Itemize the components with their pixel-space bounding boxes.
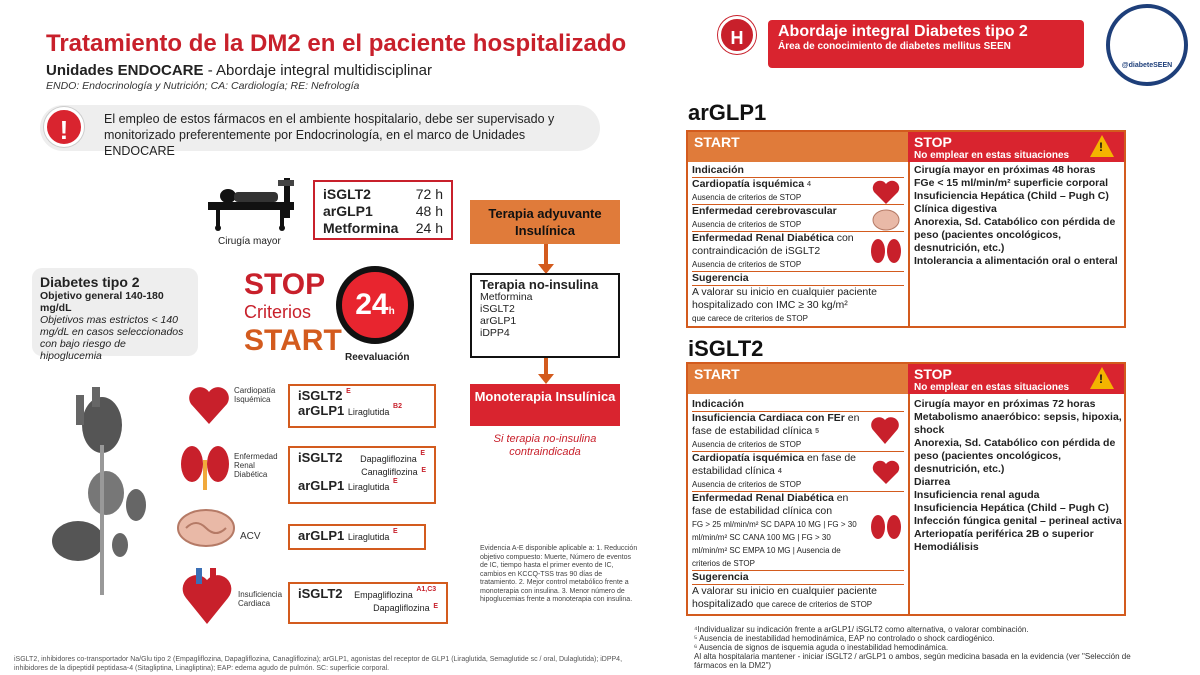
stop-item: Anorexia, Sd. Catabólico con pérdida de peso (pacientes oncológicos, desnutrición, etc.) [914,437,1116,475]
stop-heading: STOP [914,366,952,382]
heart-anatomy-icon [870,414,900,446]
organ-drug-sub: Liraglutida [347,482,390,492]
clock-unit: h [388,306,395,317]
stop-subheading: No emplear en estas situaciones [914,150,1070,161]
non-insulin-box [470,273,620,358]
organ-drug: iSGLT2 [298,586,343,601]
start-row-note: Ausencia de criterios de STOP [692,193,802,202]
start-row-title: Insuficiencia Cardiaca con FEr [692,412,845,424]
arglp1-stop-cell [914,164,1122,268]
arglp1-stop-header [908,132,1124,162]
start-row-title: Cardiopatía isquémica [692,452,805,464]
clock-24h-icon [336,266,414,344]
start-row-note: Ausencia de criterios de STOP [692,440,802,449]
stop-drug-table [313,180,453,240]
evidence-sup: E [393,478,398,485]
stop-drug: arGLP1 [323,203,373,219]
arglp1-start-header [688,132,908,162]
dm-objective: Objetivo general 140-180 mg/dL [40,290,164,314]
dm-title: Diabetes tipo 2 [40,274,140,290]
column-divider [908,394,910,614]
organ-drug-box [288,446,436,504]
start-row-note: Ausencia de criterios de STOP [692,220,802,229]
stop-item: Intolerancia a alimentación oral o enteral [914,255,1118,267]
footer-abbreviations: iSGLT2, inhibidores co-transportador Na/Glu tipo 2 (Empagliflozina, Dapagliflozina, Canagliflozina); arGLP1, agonistas del receptor de GLP1 (Liraglutida, Semaglutide sc / oral, Dulaglutida); iDPP4, inhibidores de la dipeptidil peptidasa-4 (Sitagliptina, Linagliptina); EAP: edema agudo de pulmón. SC: superficie corporal. [14,656,623,672]
heart-icon [872,460,900,486]
stop-item: Hemodiálisis [914,541,979,553]
stop-item: FGe < 15 ml/min/m² superficie corporal [914,177,1109,189]
stop-drug: Metformina [323,220,399,236]
hospital-pin-icon: H [718,16,756,54]
organ-drug: arGLP1 [298,528,345,543]
seen-logo: @diabeteSEEN [1106,4,1188,86]
stop-heading: STOP [914,134,952,150]
evidence-note: Evidencia A-E disponible aplicable a: 1. Reducción objetivo compuesto: Muerte, Número de eventos de IC, tiempo hasta el primer evento de IC, cambios en KCCQ-TSS tras 90 días de tratamiento. 2. Mejor control metabólico frente a monoterapia con insulina. 3. Menor número de hipoglucemias frente a monoterapia con insulina. [480,545,638,603]
stop-subheading: No emplear en estas situaciones [914,382,1070,393]
anatomy-figure-icon [40,385,160,600]
organ-drug-sub: Canagliflozina [361,467,418,477]
indicacion-label: Indicación [692,164,744,176]
adjuvant-insulin-box: Terapia adyuvante Insulínica [470,200,620,244]
stop-item: Infección fúngica genital – perineal activa [914,515,1122,527]
organ-drug-sub: Empagliflozina [354,590,413,600]
kidneys-icon [178,440,232,492]
header-banner [768,20,1084,68]
insulin-monotherapy-box: Monoterapia Insulínica [470,384,620,426]
reevaluation-label: Reevaluación [345,352,410,363]
stop-item: Anorexia, Sd. Catabólico con pérdida de peso (pacientes oncológicos, desnutrición, etc.) [914,216,1116,254]
start-row-rest: en fase de estabilidad clínica [692,412,860,437]
non-insulin-title: Terapia no-insulina [480,277,599,292]
evidence-sup: E [420,450,426,457]
stop-item: Diarrea [914,476,951,488]
isglt2-start-header [688,364,908,394]
organ-label-cardiopatia: Cardiopatía Isquémica [234,386,276,404]
organ-drug-sub: Liraglutida [347,407,390,417]
footnote: ⁴Individualizar su indicación frente a arGLP1/ iSGLT2 como alternativa, o valorar combinación. [694,625,1029,634]
sugerencia-note: que carece de criterios de STOP [692,314,808,323]
start-row-rest: con contraindicación de iSGLT2 [692,232,854,257]
footnote: Al alta hospitalaria mantener - iniciar iSGLT2 / arGLP1 o ambos, según medicina basada en la evidencia (ver "Selección de fármacos en la DM2") [694,652,1131,670]
sugerencia-label: Sugerencia [692,272,749,284]
sugerencia-text: A valorar su inicio en cualquier paciente hospitalizado [692,585,878,610]
stop-time: 24 h [415,220,443,236]
heart-icon [186,382,232,428]
warning-triangle-icon: ! [1090,135,1114,157]
stop-item: Clínica digestiva [914,203,997,215]
stop-time: 48 h [415,203,443,219]
evidence-sup: E [433,603,438,610]
organ-drug-box [288,384,436,428]
non-insulin-item: iSGLT2 [480,303,515,315]
organ-drug: iSGLT2 [298,450,343,465]
non-insulin-item: Metformina [480,291,533,303]
page-title: Tratamiento de la DM2 en el paciente hospitalizado [46,30,627,57]
column-divider [908,162,910,326]
warning-text: El empleo de estos fármacos en el ambiente hospitalario, debe ser supervisado y monitorizado preferentemente por Endocrinología, en el marco de Unidades ENDOCARE [104,112,555,158]
sugerencia-note: que carece de criterios de STOP [756,600,873,609]
start-row-title: Cardiopatía isquémica [692,178,805,190]
organ-drug-sub: Dapagliflozina [373,603,430,613]
isglt2-stop-header [908,364,1124,394]
organ-drug: arGLP1 [298,478,345,493]
organ-drug-sub: Dapagliflozina [360,454,417,464]
organ-drug-box [288,582,448,624]
organ-drug-sub: Liraglutida [347,532,390,542]
section-title-isglt2: iSGLT2 [688,336,764,361]
start-heading: START [694,134,740,150]
evidence-sup: B2 [393,403,402,410]
stop-item: Cirugía mayor en próximas 48 horas [914,164,1096,176]
surgery-label: Cirugía mayor [218,236,281,247]
stop-item: Arteriopatía periférica 2B o superior [914,528,1094,540]
non-insulin-item: arGLP1 [480,315,517,327]
footnote-sup: 4 [806,181,811,188]
start-row-title: Enfermedad Renal Diabética [692,232,834,244]
stop-label: STOP [244,268,326,301]
stop-time: 72 h [415,186,443,202]
organ-label-insuficiencia: Insuficiencia Cardiaca [238,590,283,608]
organ-drug: iSGLT2 [298,388,343,403]
stop-item: Insuficiencia Hepática (Child – Pugh C) [914,190,1109,202]
arglp1-table [686,130,1126,328]
evidence-sup: A1,C3 [416,586,437,593]
evidence-sup: E [346,388,351,395]
start-row-rest: en fase de estabilidad clínica [692,452,857,477]
indicacion-label: Indicación [692,398,744,410]
dm-note: Objetivos mas estrictos < 140 mg/dL en casos seleccionados con bajo riesgo de hipoglucemia [40,314,184,362]
isglt2-table [686,362,1126,616]
stop-item: Insuficiencia renal aguda [914,489,1040,501]
contraindication-note: Si terapia no-insulina contraindicada [493,433,597,458]
subtitle-strong: Unidades ENDOCARE [46,62,204,79]
start-heading: START [694,366,740,382]
subtitle-rest: - Abordaje integral multidisciplinar [203,62,432,79]
start-row-note: Ausencia de criterios de STOP [692,260,802,269]
isglt2-stop-cell [914,398,1122,554]
evidence-sup: E [393,528,398,535]
arrow-down-icon [538,244,554,274]
header-title: Abordaje integral Diabetes tipo 2 [778,23,1028,40]
sugerencia-label: Sugerencia [692,571,749,583]
subtitle [46,62,432,79]
start-label: START [244,324,342,357]
heart-anatomy-icon [180,566,234,628]
subtitle-legend: ENDO: Endocrinología y Nutrición; CA: Cardiología; RE: Nefrología [46,80,360,92]
diabetes-target-box [32,268,198,362]
footnotes [694,625,1134,670]
arrow-down-icon [538,358,554,384]
evidence-sup: E [421,467,426,474]
footnote: ⁶ Ausencia de signos de isquemia aguda o inestabilidad hemodinámica. [694,643,949,652]
warning-icon: ! [44,107,84,147]
kidneys-icon [870,512,902,542]
surgery-bed-icon [206,176,298,232]
footnote-sup: 5 [815,428,820,435]
stop-item: Metabolismo anaeróbico: sepsis, hipoxia, shock [914,411,1122,436]
brain-icon [872,208,900,232]
heart-icon [872,180,900,206]
footnote: ⁵ Ausencia de inestabilidad hemodinámica, EAP no controlado o shock cardiogénico. [694,634,995,643]
organ-label-acv: ACV [240,531,261,542]
sugerencia-text: A valorar su inicio en cualquier paciente hospitalizado con IMC ≥ 30 kg/m² [692,286,878,311]
start-row-title: Enfermedad cerebrovascular [692,205,837,217]
stop-item: Insuficiencia Hepática (Child – Pugh C) [914,502,1109,514]
non-insulin-item: iDPP4 [480,327,510,339]
clock-value: 24 [355,288,389,321]
section-title-arglp1: arGLP1 [688,100,767,125]
criterios-label: Criterios [244,302,312,322]
start-row-rest: en fase de estabilidad clínica con [692,492,849,517]
stop-drug: iSGLT2 [323,186,371,202]
brain-icon [176,508,236,550]
start-row-title: Enfermedad Renal Diabética [692,492,834,504]
organ-label-renal: Enfermedad Renal Diabética [234,452,278,479]
start-row-note: FG > 25 ml/min/m² SC DAPA 10 MG | FG > 30 ml/min/m² SC CANA 100 MG | FG > 30 ml/min/m² SC EMPA 10 MG | Ausencia de criterios de STOP [692,520,857,568]
start-row-note: Ausencia de criterios de STOP [692,480,802,489]
stop-item: Cirugía mayor en próximas 72 horas [914,398,1096,410]
footnote-sup: 4 [777,468,782,475]
header-subtitle: Área de conocimiento de diabetes mellitus SEEN [778,41,1011,52]
warning-triangle-icon: ! [1090,367,1114,389]
organ-drug-box [288,524,426,550]
organ-drug: arGLP1 [298,403,345,418]
kidneys-icon [870,236,902,266]
